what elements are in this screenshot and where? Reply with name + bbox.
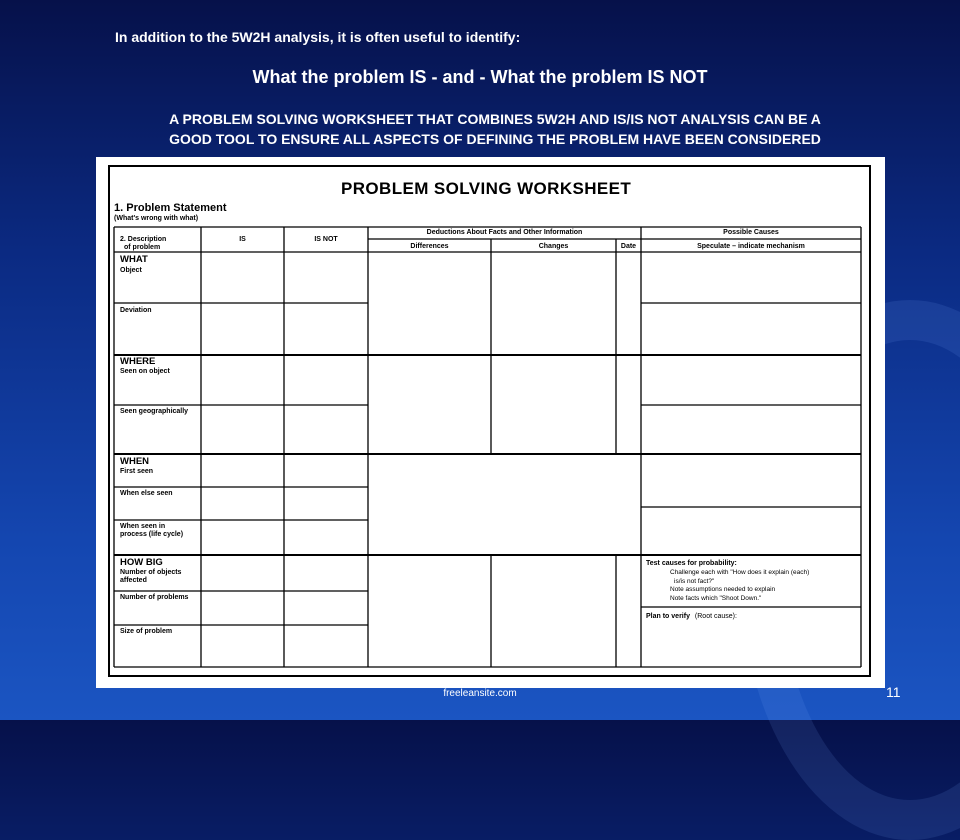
footer-source: freeleansite.com [443, 688, 517, 699]
header-deductions: Deductions About Facts and Other Information [426, 229, 583, 236]
row-size-of-problem: Size of problem [120, 628, 173, 635]
test-causes-notes: Challenge each with "How does it explain (each) is/is not fact?" Note assumptions needed to explain Note facts which "Shoot Down." [670, 569, 810, 602]
caption-line-2: GOOD TOOL TO ENSURE ALL ASPECTS OF DEFINING THE PROBLEM HAVE BEEN CONSIDERED [169, 131, 821, 147]
category-how-big: HOW BIG [120, 557, 163, 568]
header-date: Date [620, 243, 637, 250]
category-where: WHERE [120, 356, 156, 367]
header-changes: Changes [538, 243, 569, 250]
category-when: WHEN [120, 456, 150, 467]
test-causes-title: Test causes for probability: [646, 560, 737, 567]
header-differences: Differences [410, 243, 449, 250]
slide-headline: What the problem IS - and - What the problem IS NOT [252, 67, 708, 87]
header-is-not: IS NOT [314, 236, 338, 243]
row-number-of-problems: Number of problems [120, 594, 189, 601]
row-deviation: Deviation [120, 307, 152, 314]
problem-statement-sublabel: (What's wrong with what) [114, 215, 199, 222]
category-what: WHAT [120, 254, 148, 265]
row-seen-geographically: Seen geographically [120, 408, 189, 415]
slide-caption [0, 109, 960, 149]
page-number: 11 [886, 684, 901, 700]
intro-text: In addition to the 5W2H analysis, it is often useful to identify: [115, 29, 521, 45]
row-when-seen-in: When seen in process (life cycle) [120, 523, 184, 538]
row-number-of-objects: Number of objects affected [120, 569, 182, 584]
header-speculate: Speculate – indicate mechanism [697, 243, 805, 250]
row-seen-on-object: Seen on object [120, 368, 170, 375]
caption-line-1: A PROBLEM SOLVING WORKSHEET THAT COMBINES 5W2H AND IS/IS NOT ANALYSIS CAN BE A [169, 111, 821, 127]
header-description: 2. Description of problem [120, 236, 167, 251]
worksheet-image [96, 157, 885, 688]
header-possible-causes: Possible Causes [723, 229, 779, 236]
worksheet-title: PROBLEM SOLVING WORKSHEET [341, 179, 632, 198]
problem-statement-label: 1. Problem Statement [114, 202, 227, 214]
row-first-seen: First seen [120, 468, 154, 475]
header-is: IS [239, 236, 246, 243]
row-object: Object [120, 267, 142, 274]
plan-to-verify: Plan to verify (Root cause): [646, 613, 737, 620]
row-when-else-seen: When else seen [120, 490, 173, 497]
